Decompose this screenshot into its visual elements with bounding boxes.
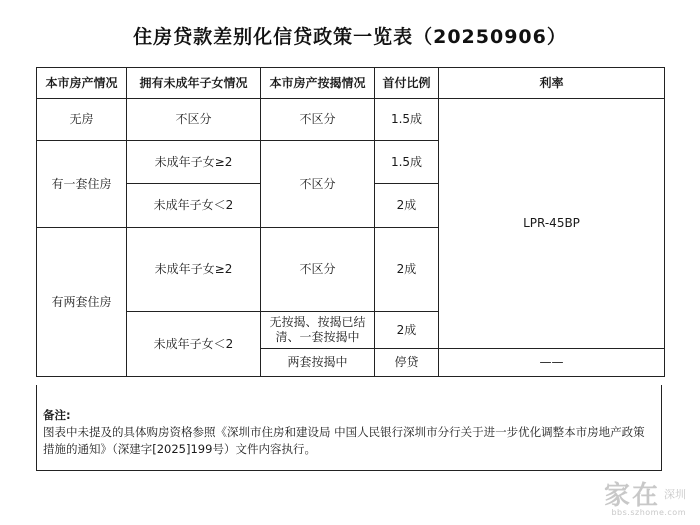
header-down-payment: 首付比例 bbox=[375, 68, 439, 99]
cell-rate: LPR-45BP bbox=[439, 99, 665, 349]
cell-rate: —— bbox=[439, 349, 665, 377]
table-header-row bbox=[37, 68, 665, 99]
policy-table bbox=[36, 67, 665, 377]
notes-label: 备注: bbox=[43, 408, 71, 422]
cell-down-payment: 2成 bbox=[375, 184, 439, 228]
header-rate: 利率 bbox=[439, 68, 665, 99]
watermark-url: bbs.szhome.com bbox=[611, 508, 686, 517]
header-mortgage: 本市房产按揭情况 bbox=[261, 68, 375, 99]
cell-mortgage: 不区分 bbox=[261, 141, 375, 228]
cell-children: 未成年子女≥2 bbox=[127, 228, 261, 312]
cell-children: 未成年子女≥2 bbox=[127, 141, 261, 184]
cell-down-payment: 1.5成 bbox=[375, 99, 439, 141]
cell-mortgage: 不区分 bbox=[261, 228, 375, 312]
cell-mortgage: 不区分 bbox=[261, 99, 375, 141]
cell-down-payment: 2成 bbox=[375, 228, 439, 312]
cell-children: 不区分 bbox=[127, 99, 261, 141]
cell-mortgage: 两套按揭中 bbox=[261, 349, 375, 377]
cell-children: 未成年子女＜2 bbox=[127, 184, 261, 228]
notes-box bbox=[36, 385, 662, 471]
cell-housing: 有一套住房 bbox=[37, 141, 127, 228]
cell-housing: 有两套住房 bbox=[37, 228, 127, 377]
notes-text: 图表中未提及的具体购房资格参照《深圳市住房和建设局 中国人民银行深圳市分行关于进一步优化调整本市房地产政策措施的通知》（深建字[2025]199号）文件内容执行。 bbox=[43, 425, 645, 456]
watermark bbox=[604, 475, 686, 517]
cell-children: 未成年子女＜2 bbox=[127, 312, 261, 377]
header-housing: 本市房产情况 bbox=[37, 68, 127, 99]
cell-mortgage: 无按揭、按揭已结清、一套按揭中 bbox=[261, 312, 375, 349]
page-title: 住房贷款差别化信贷政策一览表（20250906） bbox=[133, 26, 567, 48]
watermark-logo: 家在 bbox=[603, 481, 660, 511]
watermark-city: 深圳 bbox=[664, 488, 686, 501]
cell-down-payment: 停贷 bbox=[375, 349, 439, 377]
header-children: 拥有未成年子女情况 bbox=[127, 68, 261, 99]
cell-down-payment: 1.5成 bbox=[375, 141, 439, 184]
table-row bbox=[37, 99, 665, 141]
cell-down-payment: 2成 bbox=[375, 312, 439, 349]
cell-housing: 无房 bbox=[37, 99, 127, 141]
